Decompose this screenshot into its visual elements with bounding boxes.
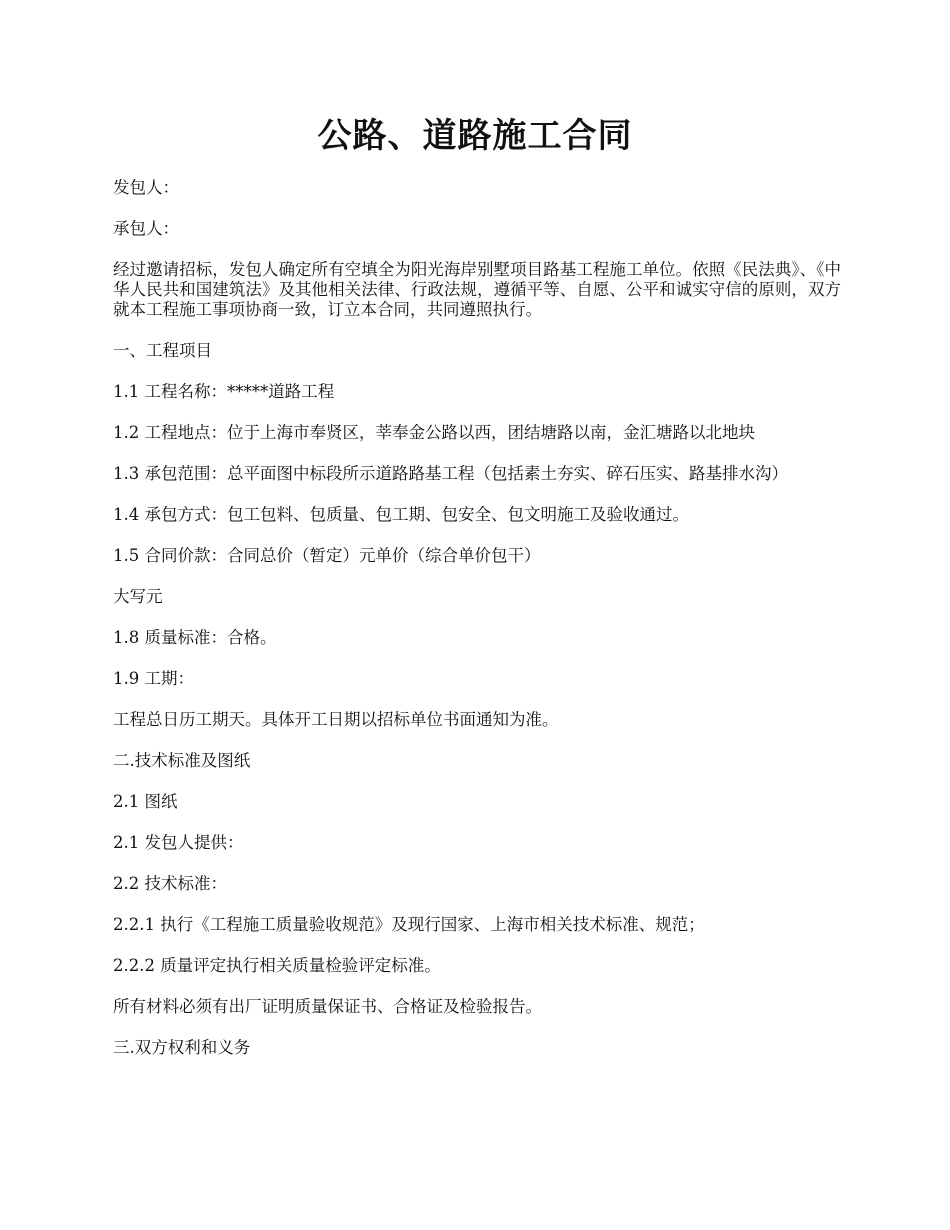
- clause-2-1-provided: 2.1 发包人提供：: [113, 833, 244, 852]
- clause-1-2: 1.2 工程地点：位于上海市奉贤区，莘奉金公路以西，团结塘路以南，金汇塘路以北地块: [113, 423, 755, 442]
- clause-1-3: 1.3 承包范围：总平面图中标段所示道路路基工程（包括素土夯实、碎石压实、路基排水沟）: [113, 464, 788, 483]
- clause-amount-words: 大写元: [113, 587, 163, 606]
- clause-1-4: 1.4 承包方式：包工包料、包质量、包工期、包安全、包文明施工及验收通过。: [113, 505, 689, 524]
- clause-2-2-2: 2.2.2 质量评定执行相关质量检验评定标准。: [113, 956, 441, 975]
- clause-1-9: 1.9 工期：: [113, 669, 194, 688]
- clause-materials: 所有材料必须有出厂证明质量保证书、合格证及检验报告。: [113, 997, 542, 1016]
- document-title: 公路、道路施工合同: [317, 116, 633, 156]
- clause-duration: 工程总日历工期天。具体开工日期以招标单位书面通知为准。: [113, 710, 559, 729]
- section-heading-project: 一、工程项目: [113, 341, 212, 360]
- paragraph-preamble: 经过邀请招标，发包人确定所有空填全为阳光海岸别墅项目路基工程施工单位。依照《民法典》、《中华人民共和国建筑法》及其他相关法律、行政法规，遵循平等、自愿、公平和诚实守信的原则，双方就本工程施工事项协商一致，订立本合同，共同遵照执行。: [113, 260, 841, 319]
- paragraph-employer: 发包人：: [113, 178, 179, 197]
- section-heading-standards: 二.技术标准及图纸: [113, 751, 251, 770]
- clause-2-1-drawings: 2.1 图纸: [113, 792, 178, 811]
- document-body: [113, 178, 841, 1079]
- clause-1-8: 1.8 质量标准：合格。: [113, 628, 277, 647]
- clause-2-2-1: 2.2.1 执行《工程施工质量验收规范》及现行国家、上海市相关技术标准、规范；: [113, 915, 705, 934]
- paragraph-contractor: 承包人：: [113, 219, 179, 238]
- clause-1-5: 1.5 合同价款：合同总价（暂定）元单价（综合单价包干）: [113, 546, 541, 565]
- section-heading-rights: 三.双方权利和义务: [113, 1038, 251, 1057]
- clause-1-1: 1.1 工程名称：*****道路工程: [113, 382, 335, 401]
- clause-2-2: 2.2 技术标准：: [113, 874, 227, 893]
